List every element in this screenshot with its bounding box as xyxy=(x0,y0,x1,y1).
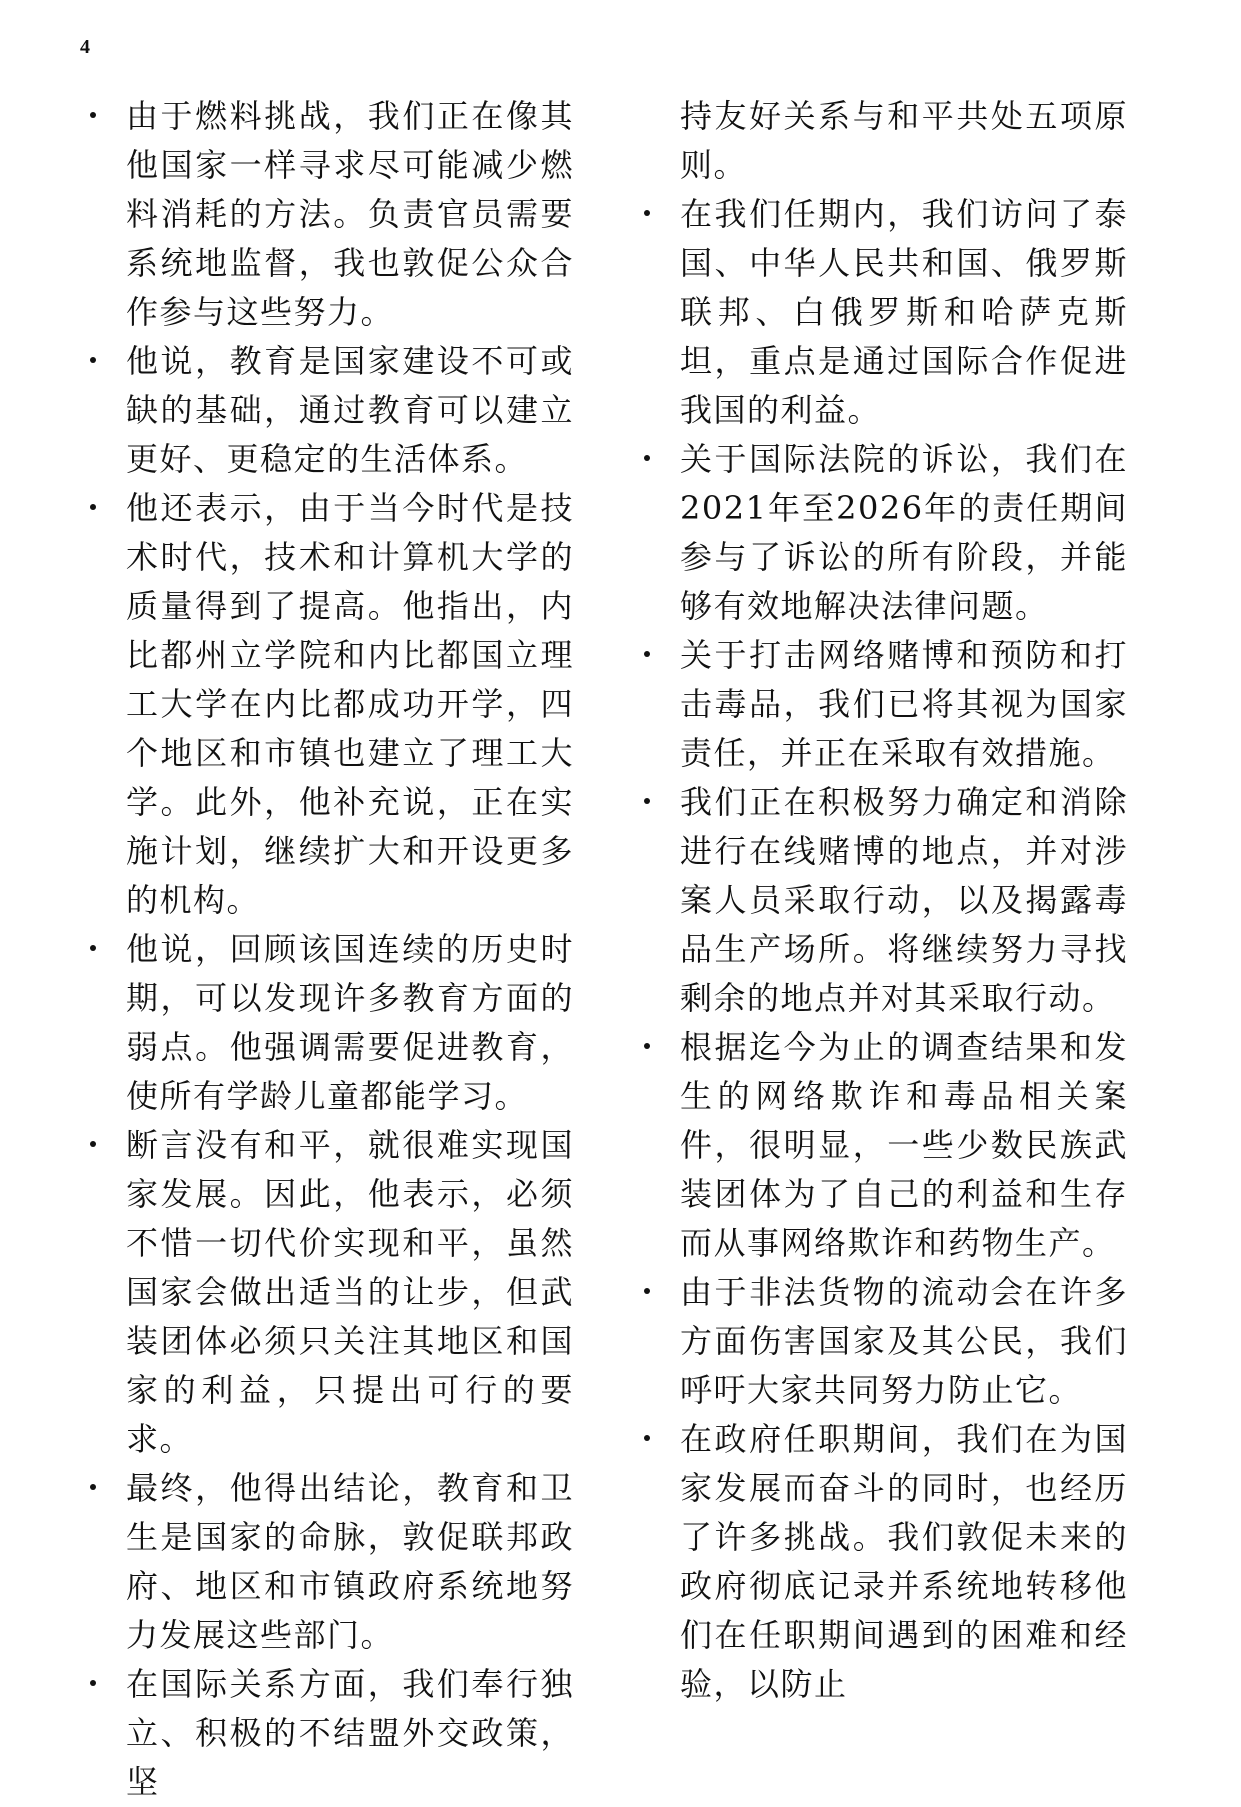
list-item xyxy=(638,1415,1128,1709)
list-item xyxy=(84,1121,574,1464)
list-item-text: 我们正在积极努力确定和消除进行在线赌博的地点，并对涉案人员采取行动，以及揭露毒品生产场所。将继续努力寻找剩余的地点并对其采取行动。 xyxy=(680,783,1128,1017)
list-item xyxy=(638,1268,1128,1415)
list-item xyxy=(638,190,1128,435)
list-item-text: 由于非法货物的流动会在许多方面伤害国家及其公民，我们呼吁大家共同努力防止它。 xyxy=(680,1273,1128,1409)
list-item xyxy=(84,1660,574,1807)
bullet-icon xyxy=(644,1435,650,1441)
list-item xyxy=(638,435,1128,631)
list-item-text: 在政府任职期间，我们在为国家发展而奋斗的同时，也经历了许多挑战。我们敦促未来的政府彻底记录并系统地转移他们在任职期间遇到的困难和经验，以防止 xyxy=(680,1420,1128,1703)
bullet-icon xyxy=(644,798,650,804)
list-item xyxy=(638,778,1128,1023)
list-item xyxy=(84,337,574,484)
bullet-icon xyxy=(644,455,650,461)
list-item xyxy=(84,1464,574,1660)
bullet-icon xyxy=(644,1288,650,1294)
list-item xyxy=(84,925,574,1121)
bullet-icon xyxy=(90,1484,96,1490)
page-number: 4 xyxy=(80,36,90,58)
list-item-text: 根据迄今为止的调查结果和发生的网络欺诈和毒品相关案件，很明显，一些少数民族武装团体为了自己的利益和生存而从事网络欺诈和药物生产。 xyxy=(680,1028,1128,1262)
list-item-text: 关于国际法院的诉讼，我们在2021年至2026年的责任期间参与了诉讼的所有阶段，并能够有效地解决法律问题。 xyxy=(680,440,1128,625)
list-item-text: 持友好关系与和平共处五项原则。 xyxy=(680,97,1128,184)
bullet-icon xyxy=(90,1680,96,1686)
list-item-text: 在国际关系方面，我们奉行独立、积极的不结盟外交政策，坚 xyxy=(126,1665,574,1801)
list-item xyxy=(638,1023,1128,1268)
list-item-text: 他说，回顾该国连续的历史时期，可以发现许多教育方面的弱点。他强调需要促进教育，使所有学龄儿童都能学习。 xyxy=(126,930,574,1115)
list-item xyxy=(84,92,574,337)
list-item xyxy=(638,631,1128,778)
list-item-text: 他还表示，由于当今时代是技术时代，技术和计算机大学的质量得到了提高。他指出，内比都州立学院和内比都国立理工大学在内比都成功开学，四个地区和市镇也建立了理工大学。此外，他补充说，正在实施计划，继续扩大和开设更多的机构。 xyxy=(126,489,574,919)
list-item-text: 断言没有和平，就很难实现国家发展。因此，他表示，必须不惜一切代价实现和平，虽然国家会做出适当的让步，但武装团体必须只关注其地区和国家的利益，只提出可行的要求。 xyxy=(126,1126,574,1458)
left-column xyxy=(84,92,574,1807)
bullet-icon xyxy=(90,112,96,118)
right-column xyxy=(638,92,1128,1709)
bullet-icon xyxy=(644,651,650,657)
list-item-text: 由于燃料挑战，我们正在像其他国家一样寻求尽可能减少燃料消耗的方法。负责官员需要系统地监督，我也敦促公众合作参与这些努力。 xyxy=(126,97,574,331)
bullet-icon xyxy=(90,504,96,510)
list-item-text: 最终，他得出结论，教育和卫生是国家的命脉，敦促联邦政府、地区和市镇政府系统地努力发展这些部门。 xyxy=(126,1469,574,1654)
list-item-continuation xyxy=(638,92,1128,190)
bullet-icon xyxy=(90,357,96,363)
bullet-icon xyxy=(90,945,96,951)
list-item-text: 关于打击网络赌博和预防和打击毒品，我们已将其视为国家责任，并正在采取有效措施。 xyxy=(680,636,1128,772)
list-item xyxy=(84,484,574,925)
bullet-icon xyxy=(644,1043,650,1049)
bullet-icon xyxy=(644,210,650,216)
list-item-text: 在我们任期内，我们访问了泰国、中华人民共和国、俄罗斯联邦、白俄罗斯和哈萨克斯坦，重点是通过国际合作促进我国的利益。 xyxy=(680,195,1128,429)
list-item-text: 他说，教育是国家建设不可或缺的基础，通过教育可以建立更好、更稳定的生活体系。 xyxy=(126,342,574,478)
bullet-icon xyxy=(90,1141,96,1147)
